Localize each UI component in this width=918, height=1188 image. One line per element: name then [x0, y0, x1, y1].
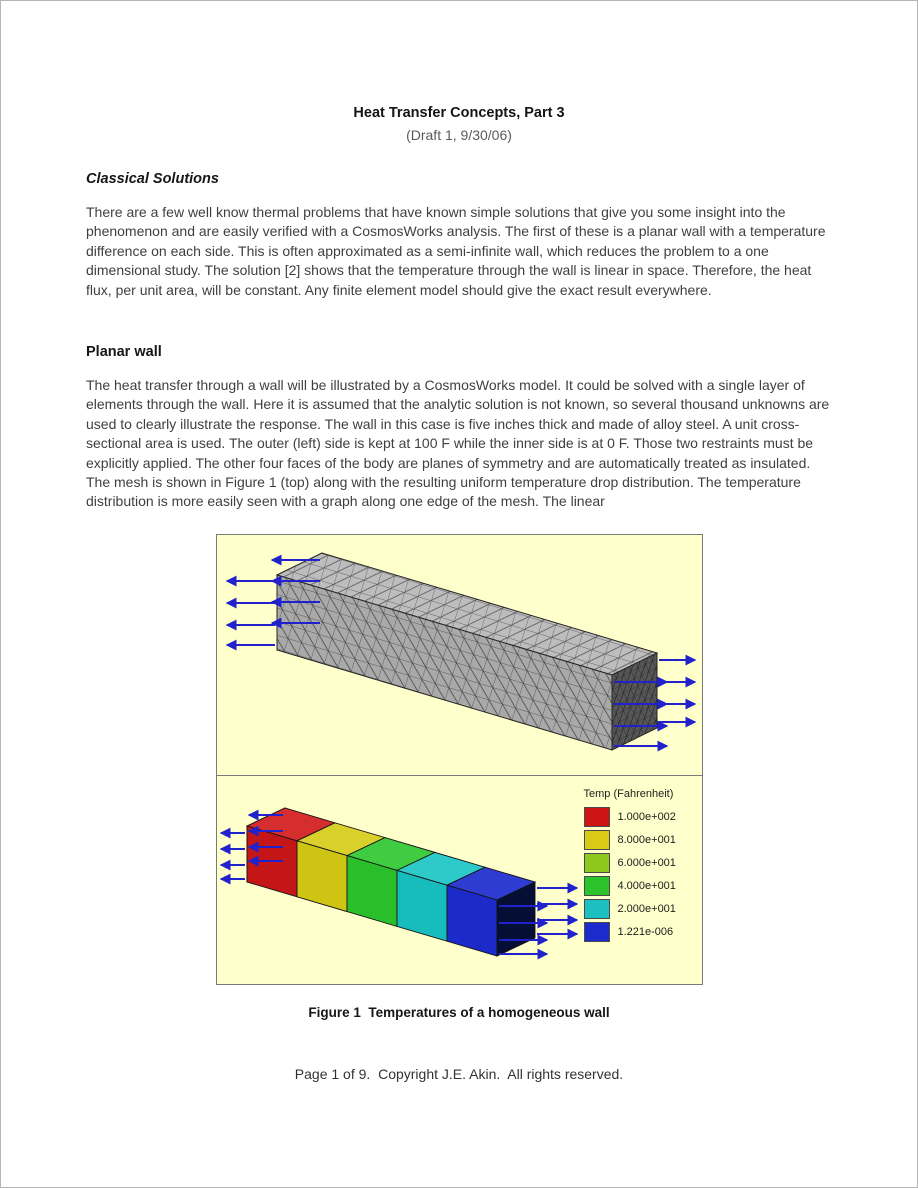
legend-label: 6.000e+001: [617, 857, 676, 870]
legend-swatch: [584, 830, 610, 850]
legend-swatch: [584, 899, 610, 919]
mesh-panel: [216, 534, 703, 776]
legend-entry: [584, 875, 698, 898]
paragraph-planar-wall: The heat transfer through a wall will be illustrated by a CosmosWorks model. It could be solved with a single layer of elements through the wall. Here it is assumed that the analytic solution is not known, so several thousand unknowns are used to clearly illustrate the response. The wall in this case is five inches thick and made of alloy steel. A unit cross-sectional area is used. The outer (left) side is kept at 100 F while the inner side is at 0 F. Those two restraints must be explicitly applied. The other four faces of the body are planes of symmetry and are automatically treated as insulated. The mesh is shown in Figure 1 (top) along with the resulting uniform temperature drop distribution. The temperature distribution is more easily seen with a graph along one edge of the mesh. The linear: [86, 377, 830, 510]
legend-entry: [584, 806, 698, 829]
legend-label: 2.000e+001: [617, 903, 676, 916]
legend-entry: [584, 852, 698, 875]
mesh-model-image: [217, 535, 702, 775]
legend-swatch: [584, 922, 610, 942]
legend-title: Temp (Fahrenheit): [583, 787, 674, 800]
legend-label: 8.000e+001: [617, 834, 676, 847]
page-title: Heat Transfer Concepts, Part 3: [353, 105, 565, 121]
legend-swatch: [584, 807, 610, 827]
draft-subtitle: (Draft 1, 9/30/06): [406, 127, 512, 143]
legend-entry: [584, 898, 698, 921]
legend-label: 1.221e-006: [617, 926, 674, 939]
temperature-legend: [584, 788, 698, 944]
figure-caption: Figure 1 Temperatures of a homogeneous wall: [308, 1004, 610, 1020]
temperature-panel: [216, 775, 703, 985]
paragraph-classical-solutions: There are a few well know thermal problems that have known simple solutions that give you some insight into the phenomenon and are easily verified with a CosmosWorks analysis. The first of these is a planar wall with a temperature difference on each side. This is often approximated as a semi-infinite wall, which reduces the problem to a one dimensional study. The solution [2] shows that the temperature through the wall is linear in space. Therefore, the heat flux, per unit area, will be constant. Any finite element model should give the exact result everywhere.: [86, 204, 826, 298]
legend-entry: [584, 921, 698, 944]
page-footer: Page 1 of 9. Copyright J.E. Akin. All rights reserved.: [294, 1065, 624, 1082]
section-heading-planar-wall: Planar wall: [86, 344, 162, 361]
legend-label: 4.000e+001: [617, 880, 676, 893]
legend-entry: [584, 829, 698, 852]
legend-label: 1.000e+002: [617, 811, 676, 824]
section-heading-classical-solutions: Classical Solutions: [86, 171, 219, 187]
figure-1: [216, 534, 703, 985]
legend-swatch: [584, 876, 610, 896]
legend-swatch: [584, 853, 610, 873]
